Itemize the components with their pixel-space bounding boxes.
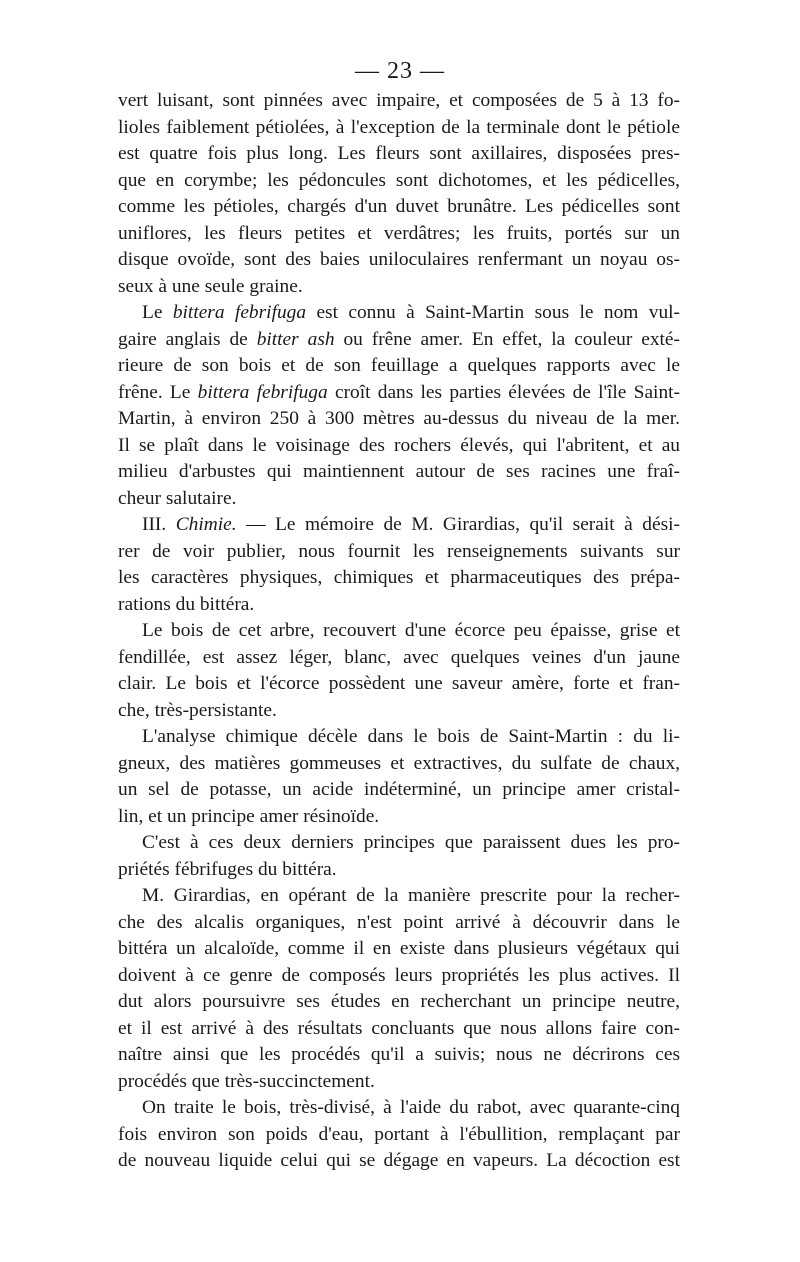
text-line: les caractères physiques, chimiques et pharmaceutiques des prépa- xyxy=(118,567,680,588)
text-line: milieu d'arbustes qui maintiennent autour de ses racines une fraî- xyxy=(118,461,680,482)
common-name: bitter ash xyxy=(256,328,335,350)
text-line: C'est à ces deux derniers principes que paraissent dues les pro- xyxy=(142,832,680,853)
text-line: Il se plaît dans le voisinage des rochers élevés, qui l'abritent, et au xyxy=(118,434,680,456)
text-line: fois environ son poids d'eau, portant à l'ébullition, remplaçant par xyxy=(118,1123,680,1145)
text-line: che des alcalis organiques, n'est point arrivé à découvrir dans le xyxy=(118,911,680,933)
text-line: comme les pétioles, chargés d'un duvet brunâtre. Les pédicelles sont xyxy=(118,196,680,217)
species-name: bittera febrifuga xyxy=(172,302,307,323)
text-line: procédés que très-succinctement. xyxy=(118,1070,375,1092)
paragraph-wood-description xyxy=(118,618,680,724)
text-line: fendillée, est assez léger, blanc, avec quelques veines d'un jaune xyxy=(118,646,680,668)
text-line: seux à une seule graine. xyxy=(118,275,303,297)
page-number: — 23 — xyxy=(355,58,445,84)
text-line: bittéra un alcaloïde, comme il en existe dans plusieurs végétaux qui xyxy=(118,938,680,959)
text-line: III. Chimie. — Le mémoire de M. Girardias, qu'il serait à dési- xyxy=(142,514,680,535)
text-line: gaire anglais de bitter ash ou frêne amer. En effet, la couleur exté- xyxy=(118,328,680,350)
text-line: un sel de potasse, un acide indéterminé, un principe amer cristal- xyxy=(118,779,680,800)
text-line: L'analyse chimique décèle dans le bois de Saint-Martin : du li- xyxy=(142,726,680,747)
text-line: priétés fébrifuges du bittéra. xyxy=(118,858,337,880)
text-line: gneux, des matières gommeuses et extractives, du sulfate de chaux, xyxy=(118,752,680,774)
text-line: che, très-persistante. xyxy=(118,699,277,721)
text-line: uniflores, les fleurs petites et verdâtres; les fruits, portés sur un xyxy=(118,222,680,244)
text-line: dut alors poursuivre ses études en recherchant un principe neutre, xyxy=(118,991,680,1012)
text-line: clair. Le bois et l'écorce possèdent une saveur amère, forte et fran- xyxy=(118,673,680,694)
text-line: lioles faiblement pétiolées, à l'exception de la terminale dont le pétiole xyxy=(118,116,680,138)
text-line: rer de voir publier, nous fournit les renseignements suivants sur xyxy=(118,540,680,562)
paragraph-extraction-procedure xyxy=(118,1095,680,1175)
paragraph-girardias-research xyxy=(118,883,680,1095)
text-line: M. Girardias, en opérant de la manière prescrite pour la recher- xyxy=(142,885,680,906)
species-name: bittera febrifuga xyxy=(197,381,328,403)
text-line: On traite le bois, très-divisé, à l'aide du rabot, avec quarante-cinq xyxy=(142,1097,680,1118)
body-text xyxy=(118,88,680,1175)
text-line: Martin, à environ 250 à 300 mètres au-dessus du niveau de la mer. xyxy=(118,408,680,429)
text-line: que en corymbe; les pédoncules sont dichotomes, et les pédicelles, xyxy=(118,169,680,191)
text-line: doivent à ce genre de composés leurs propriétés les plus actives. Il xyxy=(118,964,680,986)
text-line: Le bois de cet arbre, recouvert d'une écorce peu épaisse, grise et xyxy=(142,620,680,641)
paragraph-febrifuge-principles xyxy=(118,830,680,883)
text-line: cheur salutaire. xyxy=(118,487,237,509)
text-line: lin, et un principe amer résinoïde. xyxy=(118,805,380,827)
text-line: de nouveau liquide celui qui se dégage en vapeurs. La décoction est xyxy=(118,1150,680,1171)
paragraph-chemical-analysis xyxy=(118,724,680,830)
text-line: disque ovoïde, sont des baies uniloculaires renfermant un noyau os- xyxy=(118,249,680,270)
text-line: frêne. Le bittera febrifuga croît dans les parties élevées de l'île Saint- xyxy=(118,381,680,403)
text-line: vert luisant, sont pinnées avec impaire, et composées de 5 à 13 fo- xyxy=(118,90,680,111)
paragraph-common-name xyxy=(118,300,680,512)
paragraph-botanical-description xyxy=(118,88,680,300)
section-title: Chimie. xyxy=(175,514,237,535)
text-line: Le bittera febrifuga est connu à Saint-Martin sous le nom vul- xyxy=(142,302,680,323)
paragraph-chemistry-section xyxy=(118,512,680,618)
text-line: rieure de son bois et de son feuillage a quelques rapports avec le xyxy=(118,355,680,376)
text-line: est quatre fois plus long. Les fleurs sont axillaires, disposées pres- xyxy=(118,143,680,164)
text-line: et il est arrivé à des résultats concluants que nous allons faire con- xyxy=(118,1017,680,1039)
text-line: naître ainsi que les procédés qu'il a suivis; nous ne décrirons ces xyxy=(118,1044,680,1065)
text-line: rations du bittéra. xyxy=(118,593,255,615)
